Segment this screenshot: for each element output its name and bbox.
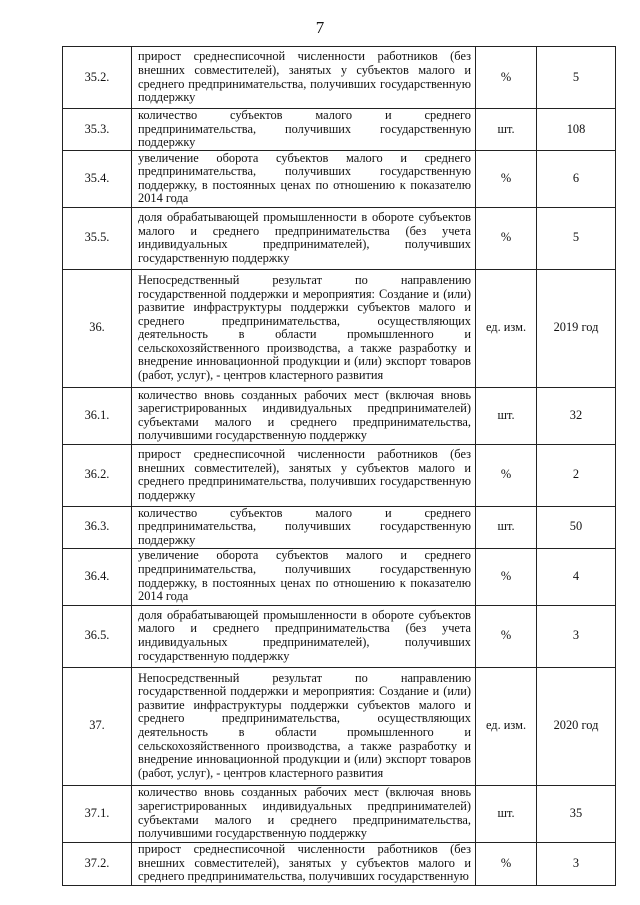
row-number: 35.4. xyxy=(63,150,132,207)
table-row xyxy=(63,47,616,109)
table-row xyxy=(63,269,616,387)
table-row xyxy=(63,207,616,269)
row-value: 5 xyxy=(537,47,616,109)
row-value: 50 xyxy=(537,506,616,548)
row-value: 35 xyxy=(537,785,616,842)
row-unit: % xyxy=(476,207,537,269)
row-value: 3 xyxy=(537,605,616,667)
row-description: количество субъектов малого и среднего предпринимательства, получивших государственную поддержку xyxy=(132,109,476,151)
row-number: 37.2. xyxy=(63,842,132,885)
row-description: доля обрабатывающей промышленности в обороте субъектов малого и среднего предпринимательства (без учета индивидуальных предпринимателей), получивших государственную поддержку xyxy=(132,207,476,269)
row-description: количество вновь созданных рабочих мест (включая вновь зарегистрированных индивидуальных предпринимателей) субъектами малого и среднего предпринимательства, получившими государственную поддержку xyxy=(132,387,476,444)
row-number: 36.2. xyxy=(63,444,132,506)
row-description: Непосредственный результат по направлению государственной поддержки и мероприятия: Создание и (или) развитие инфраструктуры поддержки субъектов малого и среднего предпринимательства, осуществляющих деятельность в области промышленного и сельскохозяйственного производства, а также разработку и внедрение инновационной продукции и (или) экспорт товаров (работ, услуг), - центров кластерного развития xyxy=(132,269,476,387)
row-value: 2 xyxy=(537,444,616,506)
row-unit: % xyxy=(476,605,537,667)
row-number: 36.1. xyxy=(63,387,132,444)
row-unit: ед. изм. xyxy=(476,269,537,387)
row-description: прирост среднесписочной численности работников (без внешних совместителей), занятых у субъектов малого и среднего предпринимательства, получивших государственную поддержку xyxy=(132,444,476,506)
table-row xyxy=(63,150,616,207)
indicators-table xyxy=(62,46,616,886)
row-number: 37. xyxy=(63,667,132,785)
row-value: 32 xyxy=(537,387,616,444)
row-number: 37.1. xyxy=(63,785,132,842)
row-unit: шт. xyxy=(476,387,537,444)
row-value: 3 xyxy=(537,842,616,885)
table-row xyxy=(63,842,616,885)
row-unit: шт. xyxy=(476,785,537,842)
table-row xyxy=(63,548,616,605)
row-unit: шт. xyxy=(476,109,537,151)
row-description: прирост среднесписочной численности работников (без внешних совместителей), занятых у субъектов малого и среднего предпринимательства, получивших государственную поддержку xyxy=(132,47,476,109)
table-row xyxy=(63,785,616,842)
row-number: 36.3. xyxy=(63,506,132,548)
table-row xyxy=(63,667,616,785)
row-value: 4 xyxy=(537,548,616,605)
row-number: 35.2. xyxy=(63,47,132,109)
row-value: 108 xyxy=(537,109,616,151)
row-number: 35.3. xyxy=(63,109,132,151)
row-description: Непосредственный результат по направлению государственной поддержки и мероприятия: Создание и (или) развитие инфраструктуры поддержки субъектов малого и среднего предпринимательства, осуществляющих деятельность в области промышленного и сельскохозяйственного производства, а также разработку и внедрение инновационной продукции и (или) экспорт товаров (работ, услуг), - центров кластерного развития xyxy=(132,667,476,785)
row-unit: % xyxy=(476,444,537,506)
row-unit: % xyxy=(476,548,537,605)
table-row xyxy=(63,109,616,151)
row-description: количество субъектов малого и среднего предпринимательства, получивших государственную поддержку xyxy=(132,506,476,548)
table-row xyxy=(63,444,616,506)
row-unit: % xyxy=(476,842,537,885)
row-unit: % xyxy=(476,47,537,109)
row-number: 36. xyxy=(63,269,132,387)
row-description: прирост среднесписочной численности работников (без внешних совместителей), занятых у субъектов малого и среднего предпринимательства, получивших государственную xyxy=(132,842,476,885)
row-unit: % xyxy=(476,150,537,207)
table-row xyxy=(63,387,616,444)
row-description: увеличение оборота субъектов малого и среднего предпринимательства, получивших государственную поддержку, в постоянных ценах по отношению к показателю 2014 года xyxy=(132,548,476,605)
row-unit: шт. xyxy=(476,506,537,548)
row-value: 2020 год xyxy=(537,667,616,785)
row-number: 36.5. xyxy=(63,605,132,667)
row-value: 2019 год xyxy=(537,269,616,387)
row-value: 6 xyxy=(537,150,616,207)
row-value: 5 xyxy=(537,207,616,269)
row-unit: ед. изм. xyxy=(476,667,537,785)
table-row xyxy=(63,605,616,667)
row-description: доля обрабатывающей промышленности в обороте субъектов малого и среднего предпринимательства (без учета индивидуальных предпринимателей), получивших государственную поддержку xyxy=(132,605,476,667)
row-description: количество вновь созданных рабочих мест (включая вновь зарегистрированных индивидуальных предпринимателей) субъектами малого и среднего предпринимательства, получившими государственную поддержку xyxy=(132,785,476,842)
row-description: увеличение оборота субъектов малого и среднего предпринимательства, получивших государственную поддержку, в постоянных ценах по отношению к показателю 2014 года xyxy=(132,150,476,207)
table-row xyxy=(63,506,616,548)
row-number: 35.5. xyxy=(63,207,132,269)
row-number: 36.4. xyxy=(63,548,132,605)
page-number: 7 xyxy=(315,18,325,37)
